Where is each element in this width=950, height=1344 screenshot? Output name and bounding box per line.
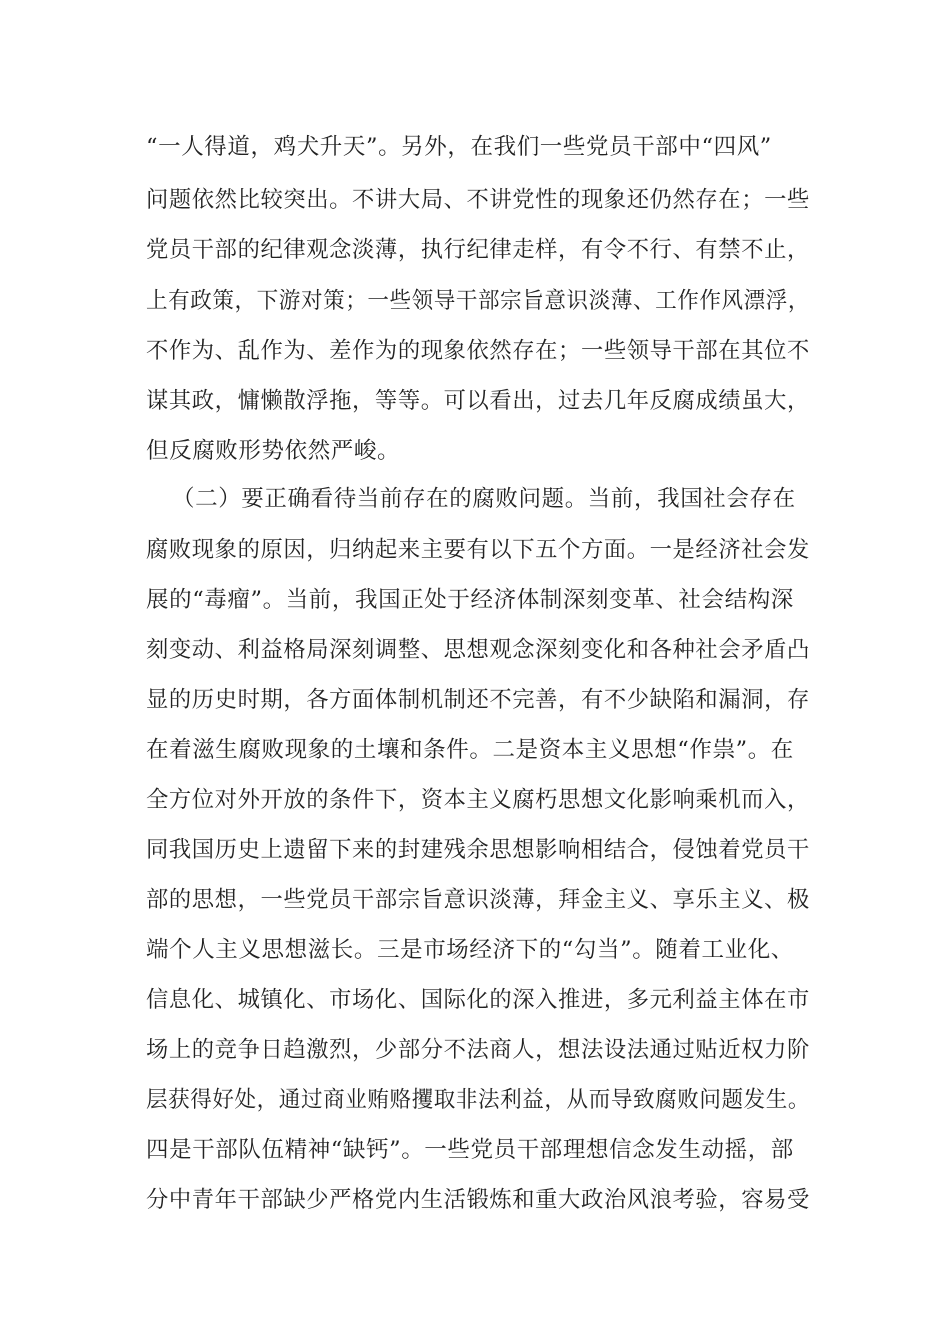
text-line: 党员干部的纪律观念淡薄，执行纪律走样，有令不行、有禁不止，: [146, 237, 810, 263]
text-line: 刻变动、利益格局深刻调整、思想观念深刻变化和各种社会矛盾凸: [146, 637, 810, 663]
text-line: 端个人主义思想滋长。三是市场经济下的“勾当”。随着工业化、: [146, 937, 794, 963]
text-line: 在着滋生腐败现象的土壤和条件。二是资本主义思想“作祟”。在: [146, 737, 794, 763]
text-line: 问题依然比较突出。不讲大局、不讲党性的现象还仍然存在；一些: [146, 187, 810, 213]
text-line: 显的历史时期，各方面体制机制还不完善，有不少缺陷和漏洞，存: [146, 687, 810, 713]
text-line: 同我国历史上遗留下来的封建残余思想影响相结合，侵蚀着党员干: [146, 837, 810, 863]
text-line: 全方位对外开放的条件下，资本主义腐朽思想文化影响乘机而入，: [146, 787, 810, 813]
text-line: 四是干部队伍精神“缺钙”。一些党员干部理想信念发生动摇，部: [146, 1137, 794, 1163]
text-line: 信息化、城镇化、市场化、国际化的深入推进，多元利益主体在市: [146, 987, 810, 1013]
text-line: 场上的竞争日趋激烈，少部分不法商人，想法设法通过贴近权力阶: [146, 1037, 810, 1063]
paragraph-heading-line: （二）要正确看待当前存在的腐败问题。当前，我国社会存在: [172, 486, 796, 512]
text-line: 层获得好处，通过商业贿赂攫取非法利益，从而导致腐败问题发生。: [146, 1087, 811, 1113]
text-line: 谋其政，慵懒散浮拖，等等。可以看出，过去几年反腐成绩虽大，: [146, 388, 810, 414]
text-line: 展的“毒瘤”。当前，我国正处于经济体制深刻变革、社会结构深: [146, 587, 794, 613]
text-line: 上有政策，下游对策；一些领导干部宗旨意识淡薄、工作作风漂浮，: [146, 288, 811, 314]
text-line: 部的思想，一些党员干部宗旨意识淡薄，拜金主义、享乐主义、极: [146, 887, 810, 913]
text-line: 腐败现象的原因，归纳起来主要有以下五个方面。一是经济社会发: [146, 537, 810, 563]
text-line: “一人得道，鸡犬升天”。另外，在我们一些党员干部中“四风”: [146, 134, 772, 160]
text-line: 但反腐败形势依然严峻。: [146, 438, 401, 464]
text-line: 分中青年干部缺少严格党内生活锻炼和重大政治风浪考验，容易受: [146, 1187, 810, 1213]
text-line: 不作为、乱作为、差作为的现象依然存在；一些领导干部在其位不: [146, 338, 810, 364]
